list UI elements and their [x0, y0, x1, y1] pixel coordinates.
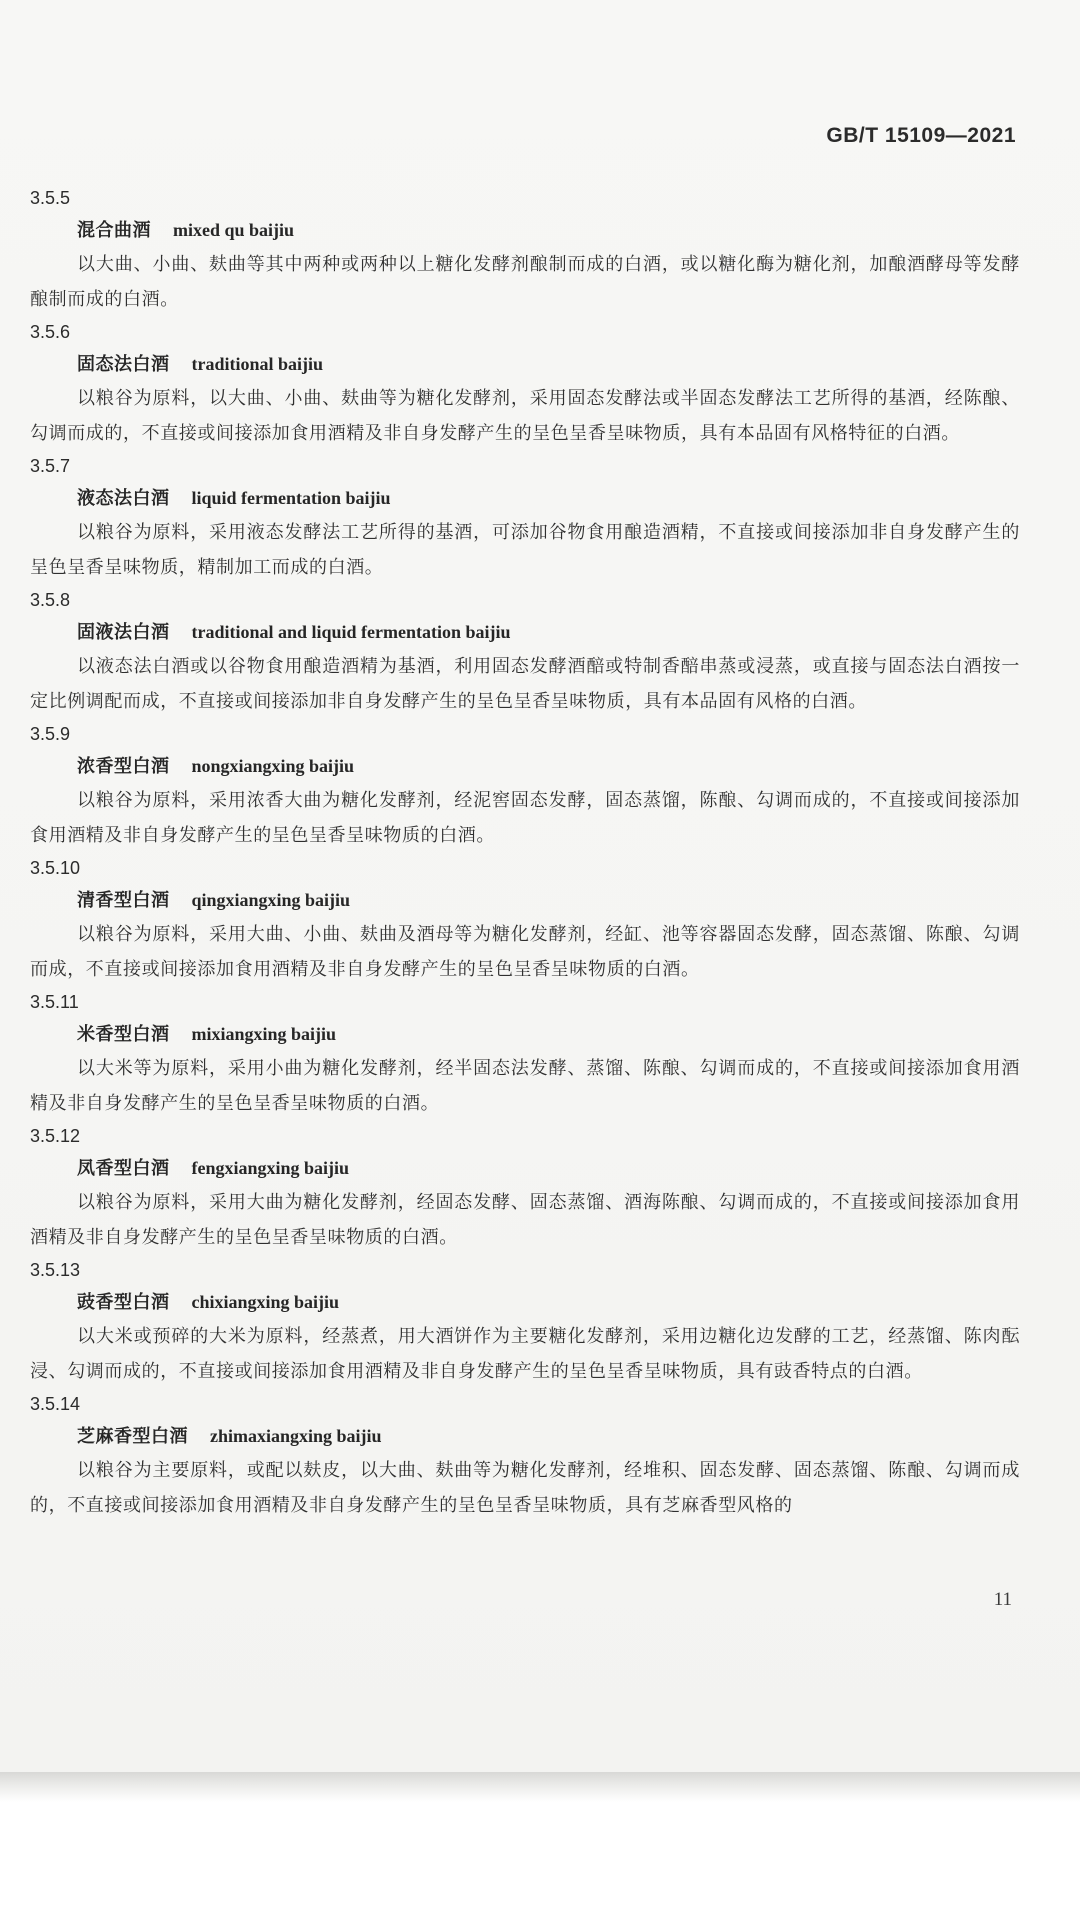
term-definition: 以大曲、小曲、麸曲等其中两种或两种以上糖化发酵剂酿制而成的白酒，或以糖化酶为糖化剂，加酿酒酵母等发酵酿制而成的白酒。 — [30, 254, 1020, 310]
term-chinese: 豉香型白酒 — [77, 1292, 170, 1313]
clause-number: 3.5.13 — [30, 1260, 81, 1280]
standard-code: GB/T 15109—2021 — [826, 124, 1016, 147]
term-chinese: 浓香型白酒 — [77, 756, 170, 777]
term-english: zhimaxiangxing baijiu — [210, 1426, 382, 1446]
term-definition: 以粮谷为原料，采用浓香大曲为糖化发酵剂，经泥窖固态发酵，固态蒸馏，陈酿、勾调而成的，不直接或间接添加食用酒精及非自身发酵产生的呈色呈香呈味物质的白酒。 — [30, 790, 1020, 846]
term-line — [30, 884, 1020, 917]
clause-number: 3.5.12 — [30, 1126, 81, 1146]
term-chinese: 固态法白酒 — [77, 354, 170, 375]
clause-3-5-14 — [30, 1389, 1020, 1523]
term-line — [30, 1152, 1020, 1185]
clause-3-5-7 — [30, 451, 1020, 585]
term-line — [30, 1420, 1020, 1453]
term-definition: 以液态法白酒或以谷物食用酿造酒精为基酒，利用固态发酵酒醅或特制香醅串蒸或浸蒸，或直接与固态法白酒按一定比例调配而成，不直接或间接添加非自身发酵产生的呈色呈香呈味物质，具有本品固有风格的白酒。 — [30, 656, 1020, 712]
page-edge-shadow — [0, 1772, 1080, 1802]
term-english: nongxiangxing baijiu — [191, 756, 355, 776]
term-english: chixiangxing baijiu — [191, 1292, 340, 1312]
term-chinese: 清香型白酒 — [77, 890, 170, 911]
clause-number: 3.5.5 — [30, 188, 71, 208]
term-line — [30, 750, 1020, 783]
term-definition: 以大米或预碎的大米为原料，经蒸煮，用大酒饼作为主要糖化发酵剂，采用边糖化边发酵的工艺，经蒸馏、陈肉酝浸、勾调而成的，不直接或间接添加食用酒精及非自身发酵产生的呈色呈香呈味物质，具有豉香特点的白酒。 — [30, 1326, 1020, 1382]
term-definition: 以大米等为原料，采用小曲为糖化发酵剂，经半固态法发酵、蒸馏、陈酿、勾调而成的，不直接或间接添加食用酒精及非自身发酵产生的呈色呈香呈味物质的白酒。 — [30, 1058, 1020, 1114]
term-english: traditional and liquid fermentation baijiu — [191, 622, 511, 642]
clause-3-5-8 — [30, 585, 1020, 719]
term-definition: 以粮谷为主要原料，或配以麸皮，以大曲、麸曲等为糖化发酵剂，经堆积、固态发酵、固态蒸馏、陈酿、勾调而成的，不直接或间接添加食用酒精及非自身发酵产生的呈色呈香呈味物质，具有芝麻香型风格的 — [30, 1460, 1020, 1516]
term-english: traditional baijiu — [191, 354, 324, 374]
term-line — [30, 616, 1020, 649]
term-english: mixiangxing baijiu — [191, 1024, 337, 1044]
term-english: fengxiangxing baijiu — [191, 1158, 350, 1178]
clause-3-5-10 — [30, 853, 1020, 987]
term-line — [30, 1286, 1020, 1319]
term-chinese: 混合曲酒 — [77, 220, 151, 241]
term-definition: 以粮谷为原料，以大曲、小曲、麸曲等为糖化发酵剂，采用固态发酵法或半固态发酵法工艺所得的基酒，经陈酿、勾调而成的，不直接或间接添加食用酒精及非自身发酵产生的呈色呈香呈味物质，具有本品固有风格特征的白酒。 — [30, 388, 1020, 444]
clause-3-5-11 — [30, 987, 1020, 1121]
term-chinese: 液态法白酒 — [77, 488, 170, 509]
clause-number: 3.5.6 — [30, 322, 71, 342]
clause-3-5-13 — [30, 1255, 1020, 1389]
clause-number: 3.5.9 — [30, 724, 71, 744]
term-english: qingxiangxing baijiu — [191, 890, 351, 910]
term-english: mixed qu baijiu — [173, 220, 295, 240]
clause-number: 3.5.7 — [30, 456, 71, 476]
term-chinese: 固液法白酒 — [77, 622, 170, 643]
term-line — [30, 1018, 1020, 1051]
clause-number: 3.5.10 — [30, 858, 81, 878]
term-definition: 以粮谷为原料，采用大曲、小曲、麸曲及酒母等为糖化发酵剂，经缸、池等容器固态发酵，固态蒸馏、陈酿、勾调而成，不直接或间接添加食用酒精及非自身发酵产生的呈色呈香呈味物质的白酒。 — [30, 924, 1020, 980]
clause-number: 3.5.8 — [30, 590, 71, 610]
term-line — [30, 214, 1020, 247]
term-english: liquid fermentation baijiu — [191, 488, 391, 508]
term-line — [30, 348, 1020, 381]
term-definition: 以粮谷为原料，采用液态发酵法工艺所得的基酒，可添加谷物食用酿造酒精，不直接或间接添加非自身发酵产生的呈色呈香呈味物质，精制加工而成的白酒。 — [30, 522, 1020, 578]
clause-3-5-12 — [30, 1121, 1020, 1255]
clause-3-5-5 — [30, 183, 1020, 317]
term-chinese: 米香型白酒 — [77, 1024, 170, 1045]
term-line — [30, 482, 1020, 515]
page-number: 11 — [993, 1589, 1012, 1610]
term-definition: 以粮谷为原料，采用大曲为糖化发酵剂，经固态发酵、固态蒸馏、酒海陈酿、勾调而成的，不直接或间接添加食用酒精及非自身发酵产生的呈色呈香呈味物质的白酒。 — [30, 1192, 1020, 1248]
document-body — [30, 183, 1020, 1523]
term-chinese: 芝麻香型白酒 — [77, 1426, 188, 1447]
term-chinese: 凤香型白酒 — [77, 1158, 170, 1179]
clause-number: 3.5.14 — [30, 1394, 81, 1414]
clause-3-5-9 — [30, 719, 1020, 853]
clause-3-5-6 — [30, 317, 1020, 451]
clause-number: 3.5.11 — [30, 992, 79, 1012]
